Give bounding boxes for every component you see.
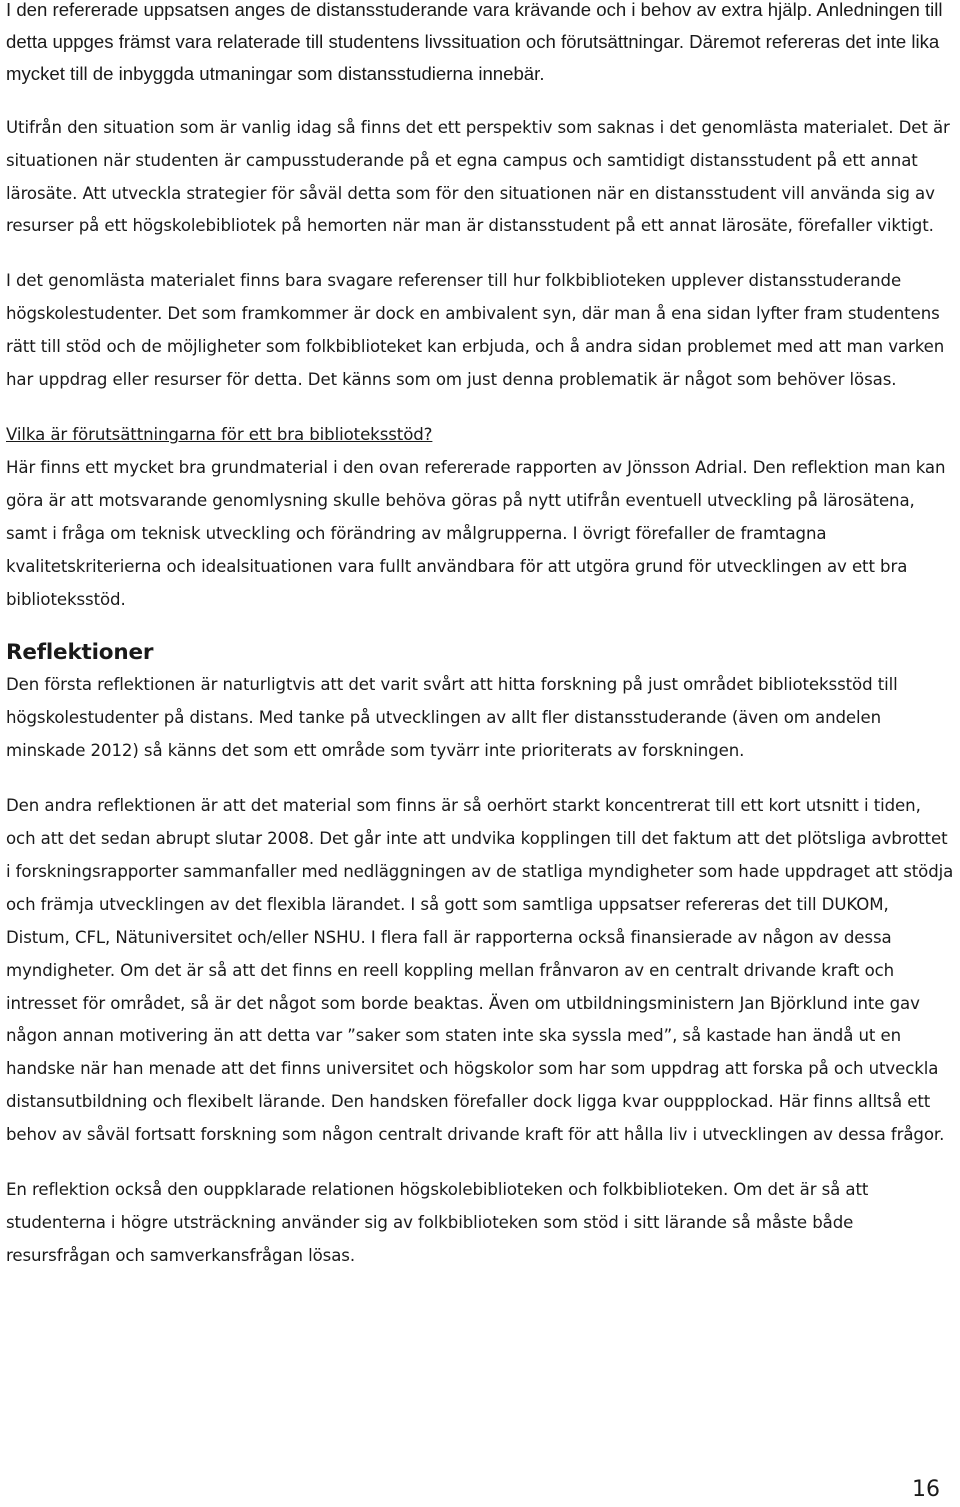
paragraph-second-reflection: Den andra reflektionen är att det material som finns är så oerhört starkt koncentrerat till ett kort utsnitt i tiden, och att det sedan abrupt slutar 2008. Det går inte att undvika kopplingen till det faktum att det plötsliga avbrottet i forskningsrapporter sammanfaller med nedläggningen av de statliga myndigheter som hade uppdraget att stödja och främja utvecklingen av det flexibla lärandet. I så gott som samtliga uppsatser refereras det till DUKOM, Distum, CFL, Nätuniversitet och/eller NSHU. I flera fall är rapporterna också finansierade av någon av dessa myndigheter. Om det är så att det finns en reell koppling mellan frånvaron av en centralt drivande kraft och intresset för området, så är det något som borde beaktas. Även om utbildningsministern Jan Björklund inte gav någon annan motivering än att detta var ”saker som staten inte ska syssla med”, så kastade han ändå ut en handske när han menade att det finns universitet och högskolor som har som uppdrag att forska på och utveckla distansutbildning och flexibelt lärande. Den handsken förefaller dock ligga kvar ouppplockad. Här finns alltså ett behov av såväl fortsatt forskning som någon centralt drivande kraft för att hålla liv i utvecklingen av dessa frågor. bbox=[6, 796, 954, 1145]
paragraph-missing-perspective: Utifrån den situation som är vanlig idag så finns det ett perspektiv som saknas i det genomlästa materialet. Det är situationen när studenten är campusstuderande på et egna campus och samtidigt distansstudent på ett annat lärosäte. Att utveckla strategier för såväl detta som för den situationen när en distansstudent vill använda sig av resurser på ett högskolebibliotek på hemorten när man är distansstudent på ett annat lärosäte, förefaller viktigt. bbox=[6, 117, 950, 236]
paragraph-public-libraries: I det genomlästa materialet finns bara svagare referenser till hur folkbiblioteken upplever distansstuderande högskolestudenter. Det som framkommer är dock en ambivalent syn, där man å ena sidan lyfter fram studentens rätt till stöd och de möjligheter som folkbiblioteket kan erbjuda, och å andra sidan problemet med att man varken har uppdrag eller resurser för detta. Det känns som om just denna problematik är något som behöver lösas. bbox=[6, 271, 945, 390]
paragraph-third-reflection: En reflektion också den ouppklarade relationen högskolebiblioteken och folkbiblioteken. Om det är så att studenterna i högre utsträckning använder sig av folkbiblioteken som stöd i sitt lärande så måste både resursfrågan och samverkansfrågan lösas. bbox=[6, 1180, 869, 1265]
paragraph-prerequisites: Här finns ett mycket bra grundmaterial i den ovan refererade rapporten av Jönsson Adrial. Den reflektion man kan göra är att motsvarande genomlysning skulle behöva göras på nytt utifrån eventuell utveckling på lärosätena, samt i fråga om teknisk utveckling och förändring av målgrupperna. I övrigt förefaller de framtagna kvalitetskriterierna och idealsituationen vara fullt användbara för att utgöra grund för utvecklingen av ett bra biblioteksstöd. bbox=[6, 457, 946, 609]
paragraph-referenced-thesis: I den refererade uppsatsen anges de distansstuderande vara krävande och i behov av extra hjälp. Anledningen till detta uppges främst vara relaterade till studentens livssituation och förutsättningar. Däremot refereras det inte lika mycket till de inbyggda utmaningar som distansstudierna innebär. bbox=[6, 0, 943, 84]
page-number: 16 bbox=[912, 1477, 940, 1502]
subheading-prerequisites: Vilka är förutsättningarna för ett bra biblioteksstöd? bbox=[6, 424, 433, 444]
paragraph-first-reflection: Den första reflektionen är naturligtvis att det varit svårt att hitta forskning på just området biblioteksstöd till högskolestudenter på distans. Med tanke på utvecklingen av allt fler distansstuderande (även om andelen minskade 2012) så känns det som ett område som tyvärr inte prioriterats av forskningen. bbox=[6, 675, 898, 761]
heading-reflections: Reflektioner bbox=[6, 640, 154, 666]
document-page bbox=[6, 0, 954, 1273]
